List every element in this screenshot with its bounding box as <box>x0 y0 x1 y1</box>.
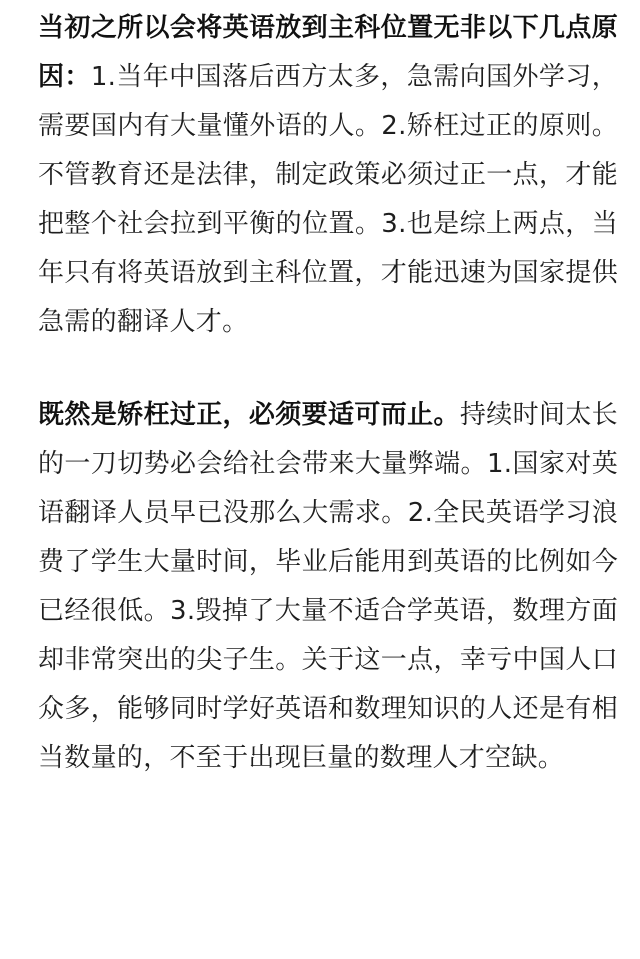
paragraph-text: 持续时间太长的一刀切势必会给社会带来大量弊端。1.国家对英语翻译人员早已没那么大需求。2.全民英语学习浪费了学生大量时间，毕业后能用到英语的比例如今已经很低。3.毁掉了大量不适合学英语，数理方面却非常突出的尖子生。关于这一点，幸亏中国人口众多，能够同时学好英语和数理知识的人还是有相当数量的，不至于出现巨量的数理人才空缺。 <box>38 400 618 773</box>
paragraph-lead-bold: 当初之所以会将英语放到主科位置无非以下几点原因： <box>38 13 618 92</box>
paragraph-drawbacks <box>38 391 618 783</box>
paragraph-lead-bold: 既然是矫枉过正，必须要适可而止。 <box>38 400 460 430</box>
article-body <box>38 4 618 783</box>
paragraph-text: 1.当年中国落后西方太多，急需向国外学习，需要国内有大量懂外语的人。2.矫枉过正的原则。不管教育还是法律，制定政策必须过正一点，才能把整个社会拉到平衡的位置。3.也是综上两点，当年只有将英语放到主科位置，才能迅速为国家提供急需的翻译人才。 <box>38 62 618 337</box>
paragraph-reasons <box>38 4 618 347</box>
